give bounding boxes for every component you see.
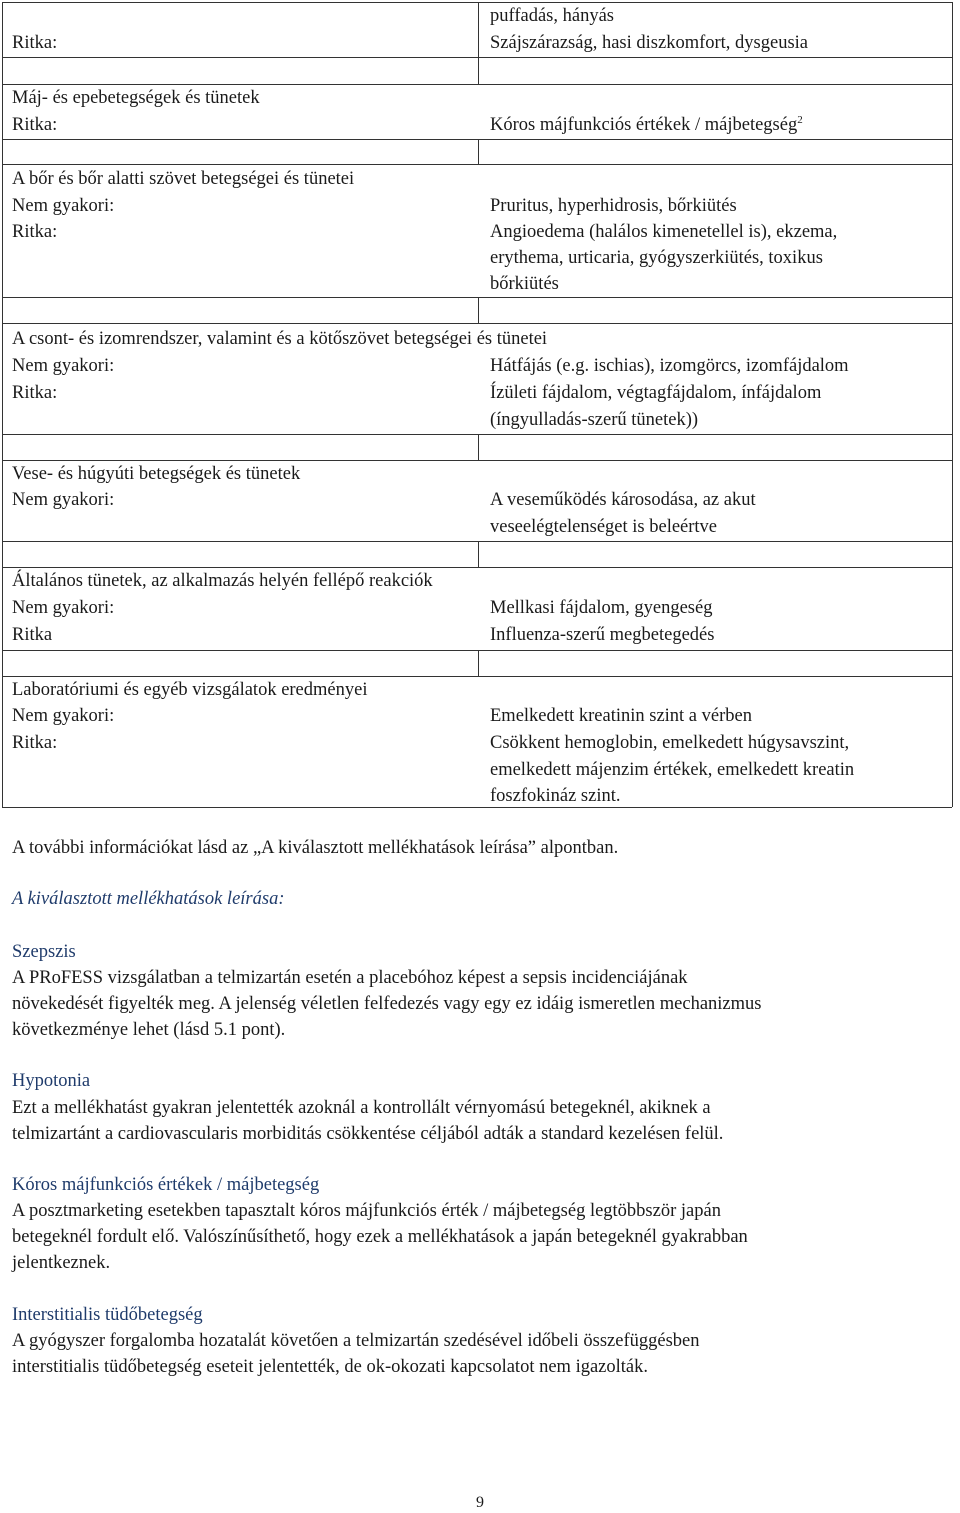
table-cell: Pruritus, hyperhidrosis, bőrkiütés [490,196,737,216]
row-divider [2,323,952,324]
row-divider [2,434,952,435]
table-cell: Mellkasi fájdalom, gyengeség [490,598,713,618]
row-divider [2,297,952,298]
page-number: 9 [476,1494,484,1511]
table-cell: A veseműködés károsodása, az akut [490,490,756,510]
paragraph-line: betegeknél fordult elő. Valószínűsíthető, hogy ezek a mellékhatások a japán betegeknél gyakrabban [12,1227,748,1247]
subsection-title-hypotonia: Hypotonia [12,1071,91,1091]
table-right-border [952,2,953,807]
row-divider [2,164,952,165]
frequency-label: Nem gyakori: [12,356,115,376]
table-cell: Influenza-szerű megbetegedés [490,625,715,645]
column-divider [478,139,479,164]
row-divider [2,460,952,461]
category-heading: A csont- és izomrendszer, valamint és a kötőszövet betegségei és tünetei [12,329,548,349]
table-bottom-border [2,807,952,808]
row-divider [2,139,952,140]
paragraph-line: Ezt a mellékhatást gyakran jelentették azoknál a kontrollált vérnyomású betegeknél, akiknek a [12,1098,711,1118]
row-divider [2,650,952,651]
frequency-label: Ritka: [12,115,58,135]
paragraph-line: következménye lehet (lásd 5.1 pont). [12,1020,286,1040]
table-cell: Ízületi fájdalom, végtagfájdalom, ínfájdalom [490,383,822,403]
paragraph-line: A PRoFESS vizsgálatban a telmizartán esetén a placebóhoz képest a sepsis incidenciájának [12,968,688,988]
subsection-title-sepsis: Szepszis [12,942,76,962]
row-divider [2,541,952,542]
frequency-label: Ritka: [12,383,58,403]
table-cell: Szájszárazság, hasi diszkomfort, dysgeusia [490,33,809,53]
column-divider [478,2,479,84]
subsection-title-liver: Kóros májfunkciós értékek / májbetegség [12,1175,320,1195]
table-cell: veseelégtelenséget is beleértve [490,517,718,537]
table-cell: emelkedett májenzim értékek, emelkedett kreatin [490,760,855,780]
subsection-title-ild: Interstitialis tüdőbetegség [12,1305,203,1325]
frequency-label: Ritka: [12,222,58,242]
row-divider [2,84,952,85]
table-top-border [2,2,952,3]
table-cell: Csökkent hemoglobin, emelkedett húgysavszint, [490,733,850,753]
frequency-label: Ritka: [12,733,58,753]
frequency-label: Ritka: [12,33,58,53]
paragraph-line: interstitialis tüdőbetegség eseteit jelentették, de ok-okozati kapcsolatot nem igazolták. [12,1357,648,1377]
footnote-marker: 2 [797,113,803,126]
table-cell [490,113,803,135]
column-divider [478,434,479,460]
section-title: A kiválasztott mellékhatások leírása: [12,889,285,909]
paragraph-line: jelentkeznek. [12,1253,111,1273]
category-heading: Általános tünetek, az alkalmazás helyén fellépő reakciók [12,571,433,591]
frequency-label: Nem gyakori: [12,196,115,216]
frequency-label: Nem gyakori: [12,706,115,726]
table-cell: erythema, urticaria, gyógyszerkiütés, toxikus [490,248,823,268]
table-cell: (íngyulladás-szerű tünetek)) [490,410,699,430]
table-cell: Hátfájás (e.g. ischias), izomgörcs, izomfájdalom [490,356,849,376]
frequency-label: Nem gyakori: [12,490,115,510]
paragraph-line: növekedését figyelték meg. A jelenség véletlen felfedezés vagy egy ez idáig ismeretlen mechanizmus [12,994,762,1014]
table-cell: Angioedema (halálos kimenetellel is), ekzema, [490,222,838,242]
more-info-paragraph: A további információkat lásd az „A kiválasztott mellékhatások leírása” alpontban. [12,838,619,858]
paragraph-line: A posztmarketing esetekben tapasztalt kóros májfunkciós érték / májbetegség legtöbbször japán [12,1201,721,1221]
category-heading: Laboratóriumi és egyéb vizsgálatok eredményei [12,680,368,700]
table-cell-text: Kóros májfunkciós értékek / májbetegség [490,115,798,135]
row-divider [2,676,952,677]
column-divider [478,297,479,323]
table-cell: puffadás, hányás [490,6,614,26]
table-cell: foszfokináz szint. [490,786,621,806]
frequency-label: Nem gyakori: [12,598,115,618]
category-heading: A bőr és bőr alatti szövet betegségei és tünetei [12,169,355,189]
row-divider [2,567,952,568]
column-divider [478,650,479,676]
table-cell: bőrkiütés [490,274,559,294]
column-divider [478,541,479,567]
table-left-border [2,2,3,807]
paragraph-line: A gyógyszer forgalomba hozatalát követően a telmizartán szedésével időbeli összefüggésben [12,1331,700,1351]
frequency-label: Ritka [12,625,53,645]
category-heading: Máj- és epebetegségek és tünetek [12,88,260,108]
paragraph-line: telmizartánt a cardiovascularis morbiditás csökkentése céljából adták a standard kezelésen felül. [12,1124,724,1144]
category-heading: Vese- és húgyúti betegségek és tünetek [12,464,301,484]
table-cell: Emelkedett kreatinin szint a vérben [490,706,752,726]
row-divider [2,57,952,58]
